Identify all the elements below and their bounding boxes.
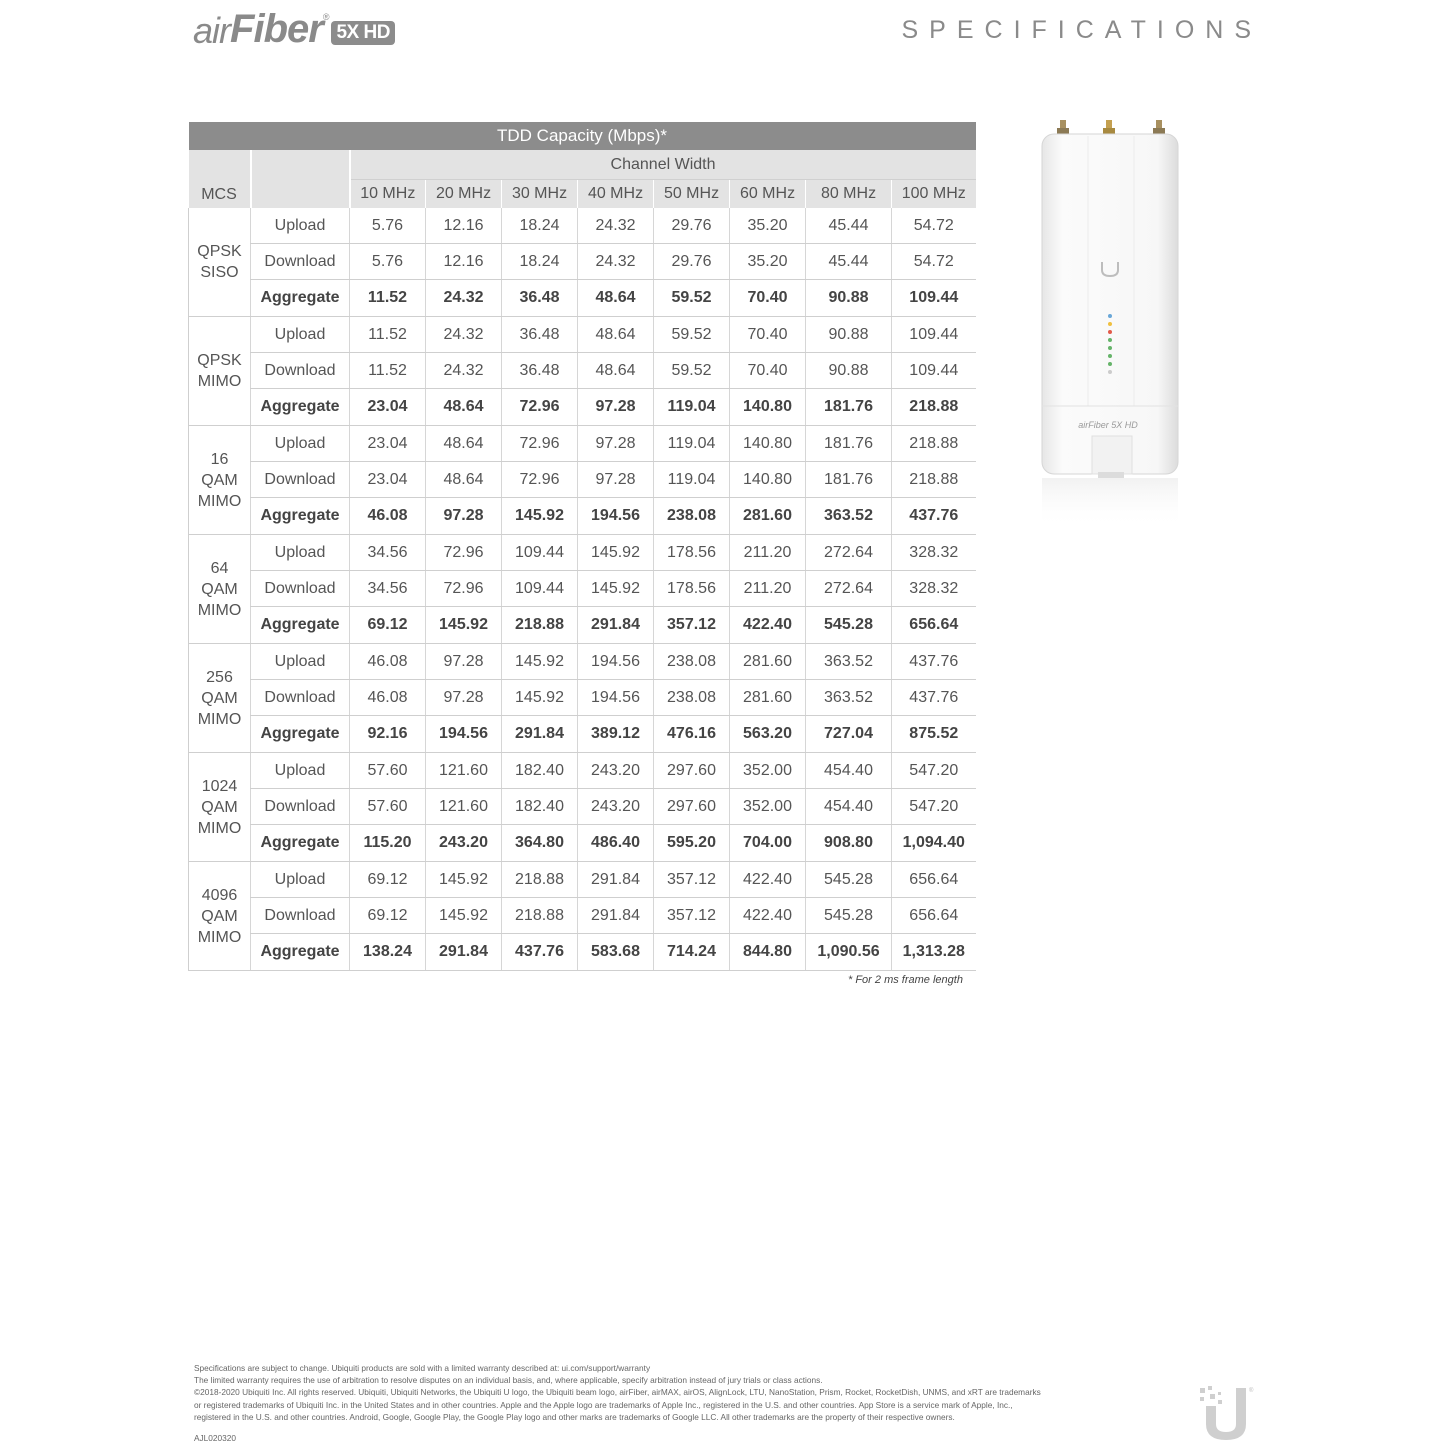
- table-cell: 178.56: [654, 535, 730, 571]
- mcs-cell: [189, 644, 251, 753]
- mcs-label-line: SISO: [200, 264, 239, 281]
- table-cell: 194.56: [578, 680, 654, 716]
- row-label: Aggregate: [251, 934, 350, 971]
- row-label: Aggregate: [251, 280, 350, 317]
- logo-model-badge: 5X HD: [331, 21, 394, 45]
- table-cell: 291.84: [426, 934, 502, 971]
- table-cell: 145.92: [502, 680, 578, 716]
- table-cell: 297.60: [654, 753, 730, 789]
- table-cell: 181.76: [806, 426, 892, 462]
- table-cell: 90.88: [806, 317, 892, 353]
- row-label: Download: [251, 571, 350, 607]
- table-cell: 194.56: [578, 498, 654, 535]
- table-cell: 109.44: [502, 571, 578, 607]
- table-cell: 109.44: [892, 317, 976, 353]
- table-cell: 181.76: [806, 462, 892, 498]
- table-row: [189, 280, 976, 317]
- table-cell: 72.96: [502, 389, 578, 426]
- table-cell: 54.72: [892, 208, 976, 244]
- row-label: Aggregate: [251, 389, 350, 426]
- table-cell: 57.60: [350, 789, 426, 825]
- table-cell: 291.84: [578, 898, 654, 934]
- table-title: TDD Capacity (Mbps)*: [189, 122, 976, 150]
- mcs-label-line: MIMO: [197, 928, 242, 946]
- table-cell: 109.44: [892, 280, 976, 317]
- table-cell: 109.44: [502, 535, 578, 571]
- table-cell: 34.56: [350, 571, 426, 607]
- table-cell: 59.52: [654, 280, 730, 317]
- row-label: Upload: [251, 317, 350, 353]
- table-cell: 119.04: [654, 389, 730, 426]
- table-cell: 545.28: [806, 862, 892, 898]
- table-cell: 72.96: [426, 571, 502, 607]
- table-cell: 656.64: [892, 898, 976, 934]
- table-cell: 908.80: [806, 825, 892, 862]
- mcs-cell: [189, 862, 251, 971]
- table-cell: 272.64: [806, 571, 892, 607]
- table-cell: 70.40: [730, 317, 806, 353]
- table-cell: 243.20: [578, 789, 654, 825]
- table-row: [189, 426, 976, 462]
- table-cell: 454.40: [806, 789, 892, 825]
- table-row: [189, 244, 976, 280]
- table-cell: 18.24: [502, 244, 578, 280]
- table-cell: 36.48: [502, 353, 578, 389]
- table-cell: 119.04: [654, 462, 730, 498]
- table-row: [189, 825, 976, 862]
- logo-air-text: air: [193, 10, 231, 51]
- table-cell: 422.40: [730, 607, 806, 644]
- table-row: [189, 607, 976, 644]
- table-row: [189, 498, 976, 535]
- table-cell: 121.60: [426, 789, 502, 825]
- table-cell: 454.40: [806, 753, 892, 789]
- column-header: 10 MHz: [350, 180, 426, 209]
- mcs-label-line: 16: [210, 450, 229, 468]
- table-cell: 218.88: [502, 898, 578, 934]
- table-cell: 218.88: [502, 607, 578, 644]
- table-cell: 48.64: [578, 317, 654, 353]
- mcs-label-line: QAM: [201, 580, 238, 598]
- table-cell: 36.48: [502, 317, 578, 353]
- row-label: Aggregate: [251, 825, 350, 862]
- table-cell: 97.28: [578, 389, 654, 426]
- table-row: [189, 716, 976, 753]
- table-cell: 145.92: [502, 498, 578, 535]
- legal-line: ©2018-2020 Ubiquiti Inc. All rights reserved. Ubiquiti, Ubiquiti Networks, the Ubiquiti U logo, the Ubiquiti beam logo, airFiber, airMAX, airOS, AlignLock, LTU, NanoStation, Prism, Rocket, RocketDish, UNMS, and xRT are trademarks: [194, 1387, 1041, 1398]
- mcs-label-line: 64: [210, 559, 229, 577]
- table-cell: 34.56: [350, 535, 426, 571]
- table-cell: 18.24: [502, 208, 578, 244]
- column-header: 80 MHz: [806, 180, 892, 209]
- table-cell: 35.20: [730, 208, 806, 244]
- antenna-connector-middle: [1103, 120, 1115, 134]
- table-cell: 1,094.40: [892, 825, 976, 862]
- table-cell: 437.76: [892, 498, 976, 535]
- table-cell: 218.88: [892, 426, 976, 462]
- table-cell: 72.96: [502, 426, 578, 462]
- table-cell: 328.32: [892, 535, 976, 571]
- table-cell: 281.60: [730, 498, 806, 535]
- table-cell: 121.60: [426, 753, 502, 789]
- table-cell: 72.96: [426, 535, 502, 571]
- table-cell: 656.64: [892, 862, 976, 898]
- table-cell: 727.04: [806, 716, 892, 753]
- table-row: [189, 353, 976, 389]
- row-label: Aggregate: [251, 498, 350, 535]
- legal-line: or registered trademarks of Ubiquiti Inc. in the United States and in other countries. Apple and the Apple logo are trademarks of Apple Inc., registered in the U.S. and other countries. App Store is a service mark of Apple, Inc.,: [194, 1399, 1013, 1410]
- table-cell: 97.28: [578, 462, 654, 498]
- antenna-connector-left: [1057, 120, 1069, 134]
- table-cell: 36.48: [502, 280, 578, 317]
- table-cell: 352.00: [730, 789, 806, 825]
- table-cell: 297.60: [654, 789, 730, 825]
- table-cell: 5.76: [350, 208, 426, 244]
- table-row: [189, 644, 976, 680]
- table-cell: 29.76: [654, 244, 730, 280]
- table-cell: 291.84: [578, 607, 654, 644]
- table-cell: 23.04: [350, 462, 426, 498]
- table-cell: 140.80: [730, 462, 806, 498]
- table-cell: 875.52: [892, 716, 976, 753]
- table-cell: 69.12: [350, 862, 426, 898]
- row-label: Aggregate: [251, 607, 350, 644]
- legal-line: registered in the U.S. and other countries. Android, Google, Google Play, the Google Play logo and other marks are trademarks of Google LLC. All other trademarks are the property of their respective owners.: [194, 1411, 955, 1422]
- table-cell: 437.76: [892, 680, 976, 716]
- table-cell: 24.32: [426, 317, 502, 353]
- table-cell: 363.52: [806, 644, 892, 680]
- channel-width-header: Channel Width: [350, 150, 976, 180]
- table-cell: 218.88: [892, 462, 976, 498]
- table-cell: 48.64: [578, 353, 654, 389]
- mcs-label-line: QPSK: [197, 243, 242, 260]
- table-cell: 46.08: [350, 644, 426, 680]
- table-cell: 145.92: [578, 535, 654, 571]
- svg-text:®: ®: [1249, 1388, 1254, 1394]
- table-cell: 35.20: [730, 244, 806, 280]
- legal-text: [194, 1362, 1154, 1423]
- antenna-connector-right: [1153, 120, 1165, 134]
- table-row: [189, 571, 976, 607]
- table-cell: 211.20: [730, 571, 806, 607]
- table-cell: 1,090.56: [806, 934, 892, 971]
- mcs-cell: [189, 317, 251, 426]
- table-cell: 281.60: [730, 680, 806, 716]
- table-cell: 23.04: [350, 389, 426, 426]
- table-cell: 357.12: [654, 862, 730, 898]
- ubiquiti-logo-icon: [1196, 1384, 1258, 1444]
- table-cell: 97.28: [426, 680, 502, 716]
- table-cell: 97.28: [578, 426, 654, 462]
- table-cell: 145.92: [426, 898, 502, 934]
- table-cell: 656.64: [892, 607, 976, 644]
- table-cell: 182.40: [502, 753, 578, 789]
- row-label: Aggregate: [251, 716, 350, 753]
- table-cell: 48.64: [578, 280, 654, 317]
- table-cell: 90.88: [806, 280, 892, 317]
- row-label: Download: [251, 353, 350, 389]
- row-label: Download: [251, 680, 350, 716]
- row-label: Upload: [251, 426, 350, 462]
- row-label: Upload: [251, 644, 350, 680]
- legal-line: The limited warranty requires the use of arbitration to resolve disputes on an individual basis, and, where applicable, specify arbitration instead of jury trials or class actions.: [194, 1375, 823, 1386]
- mcs-label-line: MIMO: [197, 819, 242, 837]
- table-cell: 238.08: [654, 680, 730, 716]
- table-cell: 11.52: [350, 317, 426, 353]
- table-cell: 714.24: [654, 934, 730, 971]
- table-cell: 72.96: [502, 462, 578, 498]
- table-cell: 48.64: [426, 462, 502, 498]
- table-cell: 357.12: [654, 607, 730, 644]
- table-cell: 281.60: [730, 644, 806, 680]
- row-label: Download: [251, 244, 350, 280]
- table-cell: 357.12: [654, 898, 730, 934]
- table-cell: 23.04: [350, 426, 426, 462]
- table-cell: 437.76: [892, 644, 976, 680]
- mcs-label-line: MIMO: [197, 710, 242, 728]
- table-cell: 24.32: [426, 353, 502, 389]
- table-cell: 119.04: [654, 426, 730, 462]
- table-cell: 138.24: [350, 934, 426, 971]
- table-cell: 563.20: [730, 716, 806, 753]
- mcs-cell: [189, 753, 251, 862]
- tdd-capacity-table: [188, 122, 976, 971]
- table-cell: 243.20: [426, 825, 502, 862]
- table-cell: 24.32: [426, 280, 502, 317]
- table-row: [189, 753, 976, 789]
- table-cell: 1,313.28: [892, 934, 976, 971]
- table-cell: 211.20: [730, 535, 806, 571]
- table-cell: 97.28: [426, 498, 502, 535]
- table-cell: 243.20: [578, 753, 654, 789]
- table-cell: 97.28: [426, 644, 502, 680]
- table-cell: 844.80: [730, 934, 806, 971]
- table-cell: 46.08: [350, 680, 426, 716]
- mcs-label-line: QAM: [201, 689, 238, 707]
- table-row: [189, 862, 976, 898]
- table-cell: 194.56: [426, 716, 502, 753]
- table-cell: 109.44: [892, 353, 976, 389]
- table-cell: 545.28: [806, 898, 892, 934]
- table-cell: 145.92: [502, 644, 578, 680]
- table-cell: 48.64: [426, 426, 502, 462]
- table-cell: 90.88: [806, 353, 892, 389]
- footnote: * For 2 ms frame length: [848, 974, 963, 986]
- mcs-label-line: QAM: [201, 798, 238, 816]
- table-cell: 70.40: [730, 280, 806, 317]
- table-cell: 704.00: [730, 825, 806, 862]
- table-cell: 5.76: [350, 244, 426, 280]
- table-row: [189, 898, 976, 934]
- table-cell: 48.64: [426, 389, 502, 426]
- table-cell: 389.12: [578, 716, 654, 753]
- table-cell: 69.12: [350, 898, 426, 934]
- airfiber-device-image: [1028, 116, 1198, 536]
- mcs-label-line: 1024: [201, 777, 238, 795]
- table-cell: 328.32: [892, 571, 976, 607]
- table-row: [189, 680, 976, 716]
- table-cell: 547.20: [892, 789, 976, 825]
- column-header: 100 MHz: [892, 180, 976, 209]
- mcs-header: MCS: [189, 150, 251, 208]
- mcs-label-line: MIMO: [197, 373, 242, 390]
- table-cell: 140.80: [730, 426, 806, 462]
- table-row: [189, 389, 976, 426]
- table-cell: 69.12: [350, 607, 426, 644]
- table-cell: 291.84: [578, 862, 654, 898]
- table-cell: 238.08: [654, 498, 730, 535]
- mcs-cell: [189, 535, 251, 644]
- table-cell: 11.52: [350, 353, 426, 389]
- mcs-label-line: MIMO: [197, 601, 242, 619]
- column-header: 40 MHz: [578, 180, 654, 209]
- row-label: Upload: [251, 208, 350, 244]
- document-code: AJL020320: [194, 1433, 236, 1443]
- row-label: Upload: [251, 862, 350, 898]
- mcs-label-line: MIMO: [197, 492, 242, 510]
- logo-fiber-text: Fiber: [230, 7, 323, 51]
- table-cell: 24.32: [578, 244, 654, 280]
- table-cell: 218.88: [502, 862, 578, 898]
- direction-header: [251, 150, 350, 208]
- table-row: [189, 789, 976, 825]
- table-cell: 29.76: [654, 208, 730, 244]
- table-cell: 57.60: [350, 753, 426, 789]
- device-label: airFiber 5X HD: [1078, 420, 1138, 430]
- table-cell: 70.40: [730, 353, 806, 389]
- table-cell: 545.28: [806, 607, 892, 644]
- table-cell: 272.64: [806, 535, 892, 571]
- logo-registered-mark: ®: [322, 12, 330, 22]
- legal-line: Specifications are subject to change. Ubiquiti products are sold with a limited warranty described at: ui.com/support/warranty: [194, 1363, 651, 1373]
- column-header: 50 MHz: [654, 180, 730, 209]
- column-header: 20 MHz: [426, 180, 502, 209]
- column-header: 60 MHz: [730, 180, 806, 209]
- table-cell: 140.80: [730, 389, 806, 426]
- table-cell: 363.52: [806, 680, 892, 716]
- mcs-label-line: 4096: [201, 886, 238, 904]
- table-cell: 59.52: [654, 353, 730, 389]
- table-cell: 115.20: [350, 825, 426, 862]
- section-title: SPECIFICATIONS: [901, 16, 1262, 44]
- row-label: Upload: [251, 753, 350, 789]
- table-row: [189, 208, 976, 244]
- table-cell: 92.16: [350, 716, 426, 753]
- table-cell: 583.68: [578, 934, 654, 971]
- table-cell: 54.72: [892, 244, 976, 280]
- table-cell: 12.16: [426, 244, 502, 280]
- table-cell: 145.92: [578, 571, 654, 607]
- table-cell: 422.40: [730, 862, 806, 898]
- table-cell: 11.52: [350, 280, 426, 317]
- table-cell: 238.08: [654, 644, 730, 680]
- table-cell: 145.92: [426, 607, 502, 644]
- table-cell: 218.88: [892, 389, 976, 426]
- table-cell: 182.40: [502, 789, 578, 825]
- table-cell: 24.32: [578, 208, 654, 244]
- row-label: Download: [251, 898, 350, 934]
- row-label: Download: [251, 462, 350, 498]
- table-cell: 352.00: [730, 753, 806, 789]
- table-cell: 178.56: [654, 571, 730, 607]
- table-cell: 145.92: [426, 862, 502, 898]
- airfiber-logo: [193, 6, 395, 52]
- row-label: Download: [251, 789, 350, 825]
- table-cell: 194.56: [578, 644, 654, 680]
- table-row: [189, 462, 976, 498]
- mcs-label-line: QAM: [201, 907, 238, 925]
- table-cell: 45.44: [806, 244, 892, 280]
- table-cell: 363.52: [806, 498, 892, 535]
- table-cell: 595.20: [654, 825, 730, 862]
- table-cell: 476.16: [654, 716, 730, 753]
- column-header: 30 MHz: [502, 180, 578, 209]
- table-cell: 46.08: [350, 498, 426, 535]
- table-row: [189, 535, 976, 571]
- table-cell: 486.40: [578, 825, 654, 862]
- table-cell: 45.44: [806, 208, 892, 244]
- table-cell: 12.16: [426, 208, 502, 244]
- mcs-label-line: QAM: [201, 471, 238, 489]
- table-row: [189, 934, 976, 971]
- mcs-label-line: 256: [206, 668, 233, 686]
- table-cell: 291.84: [502, 716, 578, 753]
- mcs-label-line: QPSK: [197, 352, 242, 369]
- table-cell: 437.76: [502, 934, 578, 971]
- table-cell: 364.80: [502, 825, 578, 862]
- mcs-cell: [189, 208, 251, 317]
- table-cell: 59.52: [654, 317, 730, 353]
- table-cell: 181.76: [806, 389, 892, 426]
- table-row: [189, 317, 976, 353]
- row-label: Upload: [251, 535, 350, 571]
- mcs-cell: [189, 426, 251, 535]
- table-cell: 422.40: [730, 898, 806, 934]
- table-cell: 547.20: [892, 753, 976, 789]
